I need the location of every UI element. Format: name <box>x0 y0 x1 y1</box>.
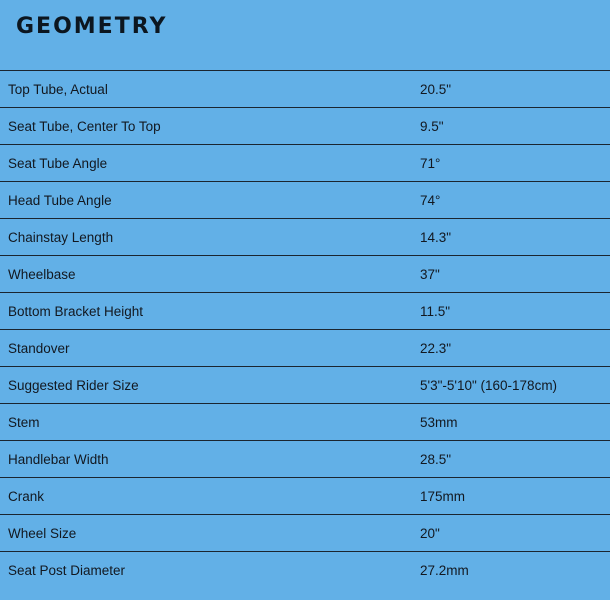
spec-label: Stem <box>8 414 40 430</box>
spec-label: Handlebar Width <box>8 451 109 467</box>
spec-value: 71° <box>420 155 441 171</box>
spec-label: Suggested Rider Size <box>8 377 139 393</box>
table-row <box>0 219 610 256</box>
spec-label: Standover <box>8 340 70 356</box>
table-row <box>0 71 610 108</box>
spec-label: Bottom Bracket Height <box>8 303 144 319</box>
spec-value: 22.3" <box>420 340 452 356</box>
header <box>0 0 610 70</box>
table-row <box>0 478 610 515</box>
spec-value: 37" <box>420 266 440 282</box>
geometry-table <box>0 70 610 589</box>
spec-value: 9.5" <box>420 118 444 134</box>
spec-value: 175mm <box>420 488 466 504</box>
table-row <box>0 145 610 182</box>
table-row <box>0 515 610 552</box>
table-row <box>0 182 610 219</box>
table-row <box>0 552 610 589</box>
spec-label: Wheelbase <box>8 266 76 282</box>
spec-label: Top Tube, Actual <box>8 81 108 97</box>
table-row <box>0 441 610 478</box>
table-row <box>0 404 610 441</box>
spec-label: Head Tube Angle <box>8 192 112 208</box>
spec-label: Seat Post Diameter <box>8 562 126 578</box>
spec-value: 11.5" <box>420 303 451 319</box>
spec-value: 14.3" <box>420 229 452 245</box>
table-row <box>0 293 610 330</box>
spec-label: Seat Tube Angle <box>8 155 108 171</box>
spec-label: Seat Tube, Center To Top <box>8 118 161 134</box>
table-row <box>0 330 610 367</box>
spec-value: 53mm <box>420 414 458 430</box>
spec-value: 74° <box>420 192 441 208</box>
spec-value: 27.2mm <box>420 562 469 578</box>
spec-value: 20" <box>420 525 440 541</box>
page-title: GEOMETRY <box>16 14 168 39</box>
spec-value: 28.5" <box>420 451 452 467</box>
table-row <box>0 367 610 404</box>
spec-value: 5'3"-5'10" (160-178cm) <box>420 377 558 393</box>
spec-label: Crank <box>8 488 45 504</box>
spec-label: Wheel Size <box>8 525 77 541</box>
spec-value: 20.5" <box>420 81 452 97</box>
table-row <box>0 256 610 293</box>
table-row <box>0 108 610 145</box>
spec-label: Chainstay Length <box>8 229 114 245</box>
